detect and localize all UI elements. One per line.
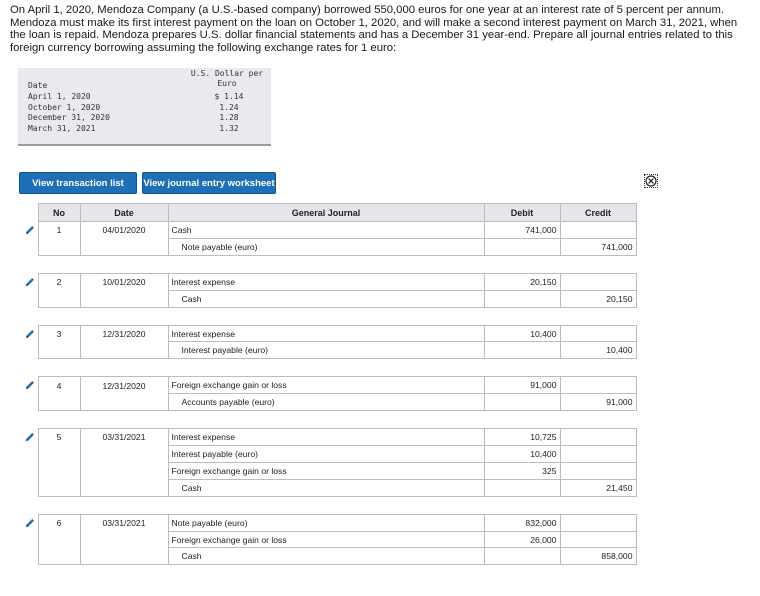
edit-entry-pencil-icon[interactable]: [24, 325, 38, 342]
edit-entry-pencil-icon[interactable]: [24, 222, 38, 239]
exchange-rate-table: [18, 68, 271, 146]
credit-header: Credit: [560, 204, 636, 222]
credit-cell[interactable]: [560, 377, 636, 394]
entry-date: 03/31/2021: [80, 429, 168, 446]
journal-line: [24, 548, 636, 565]
credit-cell[interactable]: [560, 222, 636, 239]
rate-date-header: Date: [28, 81, 48, 90]
journal-line: [24, 222, 636, 239]
entry-date-empty: [80, 290, 168, 307]
entry-number-empty: [38, 290, 80, 307]
entry-date-empty: [80, 238, 168, 255]
edit-spacer: [24, 548, 38, 565]
debit-cell[interactable]: 741,000: [484, 222, 560, 239]
entry-number-empty: [38, 342, 80, 359]
edit-spacer: [24, 479, 38, 496]
account-cell[interactable]: Interest payable (euro): [168, 446, 484, 463]
account-cell[interactable]: Interest payable (euro): [168, 342, 484, 359]
entry-date-empty: [80, 462, 168, 479]
rate-value: 1.24: [219, 102, 239, 112]
rate-date: October 1, 2020: [28, 102, 101, 112]
entry-number: 3: [38, 325, 80, 342]
entry-date-empty: [80, 394, 168, 411]
credit-cell[interactable]: 21,450: [560, 479, 636, 496]
edit-spacer: [24, 238, 38, 255]
entry-date: 10/01/2020: [80, 273, 168, 290]
rate-value: 1.28: [219, 113, 239, 122]
account-cell[interactable]: Cash: [168, 479, 484, 496]
account-cell[interactable]: Note payable (euro): [168, 238, 484, 255]
journal-line: [24, 531, 636, 548]
entry-number: 5: [38, 429, 80, 446]
entry-number-empty: [38, 479, 80, 496]
entry-number-empty: [38, 548, 80, 565]
journal-line: [24, 238, 636, 255]
account-cell[interactable]: Foreign exchange gain or loss: [168, 462, 484, 479]
debit-cell[interactable]: [484, 548, 560, 565]
debit-cell[interactable]: [484, 342, 560, 359]
journal-line: [24, 446, 636, 463]
date-header: Date: [80, 204, 168, 222]
rate-header-line2: Euro: [217, 79, 237, 88]
account-cell[interactable]: Foreign exchange gain or loss: [168, 531, 484, 548]
debit-cell[interactable]: 10,400: [484, 325, 560, 342]
journal-line: [24, 479, 636, 496]
entry-date: 03/31/2021: [80, 514, 168, 531]
general-journal-header: General Journal: [168, 204, 484, 222]
debit-cell[interactable]: [484, 290, 560, 307]
debit-cell[interactable]: [484, 394, 560, 411]
account-cell[interactable]: Accounts payable (euro): [168, 394, 484, 411]
journal-line: [24, 514, 636, 531]
debit-cell[interactable]: [484, 238, 560, 255]
account-cell[interactable]: Cash: [168, 548, 484, 565]
edit-entry-pencil-icon[interactable]: [24, 273, 38, 290]
entry-date-empty: [80, 342, 168, 359]
rate-row: [28, 103, 268, 114]
entry-date-empty: [80, 446, 168, 463]
credit-cell[interactable]: 858,000: [560, 548, 636, 565]
edit-spacer: [24, 394, 38, 411]
credit-cell[interactable]: [560, 531, 636, 548]
problem-statement: On April 1, 2020, Mendoza Company (a U.S.-based company) borrowed 550,000 euros for one year at an interest rate of 5 percent per annum. Mendoza must make its first interest payment on the loan on October 1, 2020, and will make a second interest payment on March 31, 2021, when the loan is repaid. Mendoza prepares U.S. dollar financial statements and has a December 31 year-end. Prepare all journal entries related to this foreign currency borrowing assuming the following exchange rates for 1 euro:: [10, 4, 738, 54]
edit-spacer: [24, 531, 38, 548]
journal-line: [24, 342, 636, 359]
edit-spacer: [24, 446, 38, 463]
rate-row: [28, 92, 268, 103]
entry-number: 2: [38, 273, 80, 290]
entry-number-empty: [38, 394, 80, 411]
rate-header: [186, 69, 268, 89]
edit-entry-pencil-icon[interactable]: [24, 377, 38, 394]
journal-line: [24, 325, 636, 342]
debit-cell[interactable]: 832,000: [484, 514, 560, 531]
account-cell[interactable]: Cash: [168, 222, 484, 239]
entry-date-empty: [80, 531, 168, 548]
entry-date: 04/01/2020: [80, 222, 168, 239]
credit-cell[interactable]: [560, 446, 636, 463]
account-cell[interactable]: Interest expense: [168, 429, 484, 446]
journal-line: [24, 429, 636, 446]
debit-cell[interactable]: 26,000: [484, 531, 560, 548]
account-cell[interactable]: Note payable (euro): [168, 514, 484, 531]
journal-line: [24, 377, 636, 394]
rate-date: April 1, 2020: [28, 92, 91, 101]
edit-spacer: [24, 462, 38, 479]
edit-spacer: [24, 342, 38, 359]
edit-entry-pencil-icon[interactable]: [24, 429, 38, 446]
credit-cell[interactable]: [560, 325, 636, 342]
entry-date-empty: [80, 479, 168, 496]
view-transaction-list-button[interactable]: View transaction list: [19, 172, 137, 194]
entry-number: 6: [38, 514, 80, 531]
rate-date: March 31, 2021: [28, 123, 96, 133]
journal-line: [24, 290, 636, 307]
entry-spacer: [24, 307, 636, 325]
view-journal-worksheet-button[interactable]: View journal entry worksheet: [142, 172, 276, 194]
entry-number: 4: [38, 377, 80, 394]
debit-cell[interactable]: [484, 479, 560, 496]
edit-entry-pencil-icon[interactable]: [24, 514, 38, 531]
rate-value: $ 1.14: [214, 92, 244, 101]
entry-number-empty: [38, 531, 80, 548]
debit-cell[interactable]: 325: [484, 462, 560, 479]
debit-header: Debit: [484, 204, 560, 222]
entry-date-empty: [80, 548, 168, 565]
debit-cell[interactable]: 10,725: [484, 429, 560, 446]
debit-cell[interactable]: 91,000: [484, 377, 560, 394]
entry-number: 1: [38, 222, 80, 239]
credit-cell[interactable]: [560, 273, 636, 290]
account-cell[interactable]: Interest expense: [168, 325, 484, 342]
rate-row: [28, 113, 268, 124]
edit-column-header: [24, 204, 38, 222]
journal-line: [24, 394, 636, 411]
account-cell[interactable]: Interest expense: [168, 273, 484, 290]
no-header: No: [38, 204, 80, 222]
edit-spacer: [24, 290, 38, 307]
credit-cell[interactable]: 20,150: [560, 290, 636, 307]
debit-cell[interactable]: 20,150: [484, 273, 560, 290]
entry-number-empty: [38, 462, 80, 479]
entry-date: 12/31/2020: [80, 377, 168, 394]
entry-date: 12/31/2020: [80, 325, 168, 342]
credit-cell[interactable]: 741,000: [560, 238, 636, 255]
debit-cell[interactable]: 10,400: [484, 446, 560, 463]
entry-number-empty: [38, 446, 80, 463]
rate-row: [28, 124, 268, 135]
credit-cell[interactable]: 10,400: [560, 342, 636, 359]
account-cell[interactable]: Cash: [168, 290, 484, 307]
entry-number-empty: [38, 238, 80, 255]
rate-value: 1.32: [219, 123, 239, 133]
rate-date: December 31, 2020: [28, 113, 110, 122]
rate-header-line1: U.S. Dollar per: [190, 69, 264, 78]
credit-cell[interactable]: [560, 514, 636, 531]
entry-spacer: [24, 411, 636, 429]
credit-cell[interactable]: 91,000: [560, 394, 636, 411]
account-cell[interactable]: Foreign exchange gain or loss: [168, 377, 484, 394]
entry-spacer: [24, 255, 636, 273]
entry-spacer: [24, 496, 636, 514]
credit-cell[interactable]: [560, 462, 636, 479]
entry-spacer: [24, 359, 636, 377]
journal-line: [24, 273, 636, 290]
credit-cell[interactable]: [560, 429, 636, 446]
journal-line: [24, 462, 636, 479]
close-icon[interactable]: [644, 174, 658, 188]
general-journal-table: [24, 203, 636, 565]
